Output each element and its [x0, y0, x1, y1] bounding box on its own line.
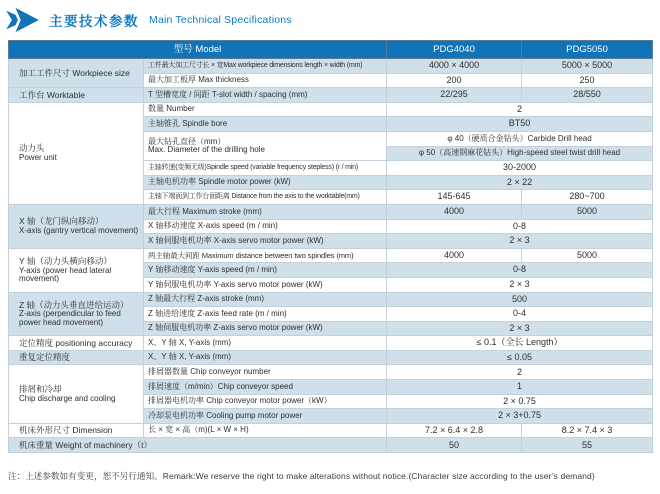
value-cell-spindle-distance-pdg5050: 5000 [522, 248, 653, 263]
value-cell-dim-pdg4040: 7.2 × 6.4 × 2.8 [387, 423, 522, 438]
value-cell-max-thickness-pdg5050: 250 [522, 73, 653, 88]
value-cell-z-feed: 0-4 [387, 307, 653, 322]
category-cell-power-unit [9, 102, 144, 204]
param-cell-axis-worktable-distance: 主轴下端面到工作台面距离 Distance from the axis to the worktable(mm) [144, 190, 387, 205]
param-cell-z-feed: Z 轴进给速度 Z-axis feed rate (m / min) [144, 307, 387, 322]
category-cell-z-axis [9, 292, 144, 336]
value-cell-number: 2 [387, 102, 653, 117]
param-cell-spindle-distance: 两主轴最大间距 Maximum distance between two spindles (mm) [144, 248, 387, 263]
category-z-axis-zh: Z 轴（动力头垂直进给运动） [19, 299, 129, 310]
value-cell-max-thickness-pdg4040: 200 [387, 73, 522, 88]
category-cell-x-axis [9, 204, 144, 248]
value-cell-weight-pdg5050: 55 [522, 438, 653, 453]
param-cell-z-stroke: Z 轴最大行程 Z-axis stroke (mm) [144, 292, 387, 307]
param-cell-dim-lwh: 长 × 宽 × 高（m)(L × W × H) [144, 423, 387, 438]
table-row [9, 204, 653, 219]
value-cell-chip-number: 2 [387, 365, 653, 380]
param-cell-repeat-xy: X、Y 轴 X, Y-axis (mm) [144, 350, 387, 365]
page-title-en: Main Technical Specifications [149, 14, 292, 26]
value-cell-axis-distance-pdg5050: 280~700 [522, 190, 653, 205]
table-row [9, 365, 653, 380]
section-arrow-icon [5, 7, 41, 33]
table-row [9, 438, 653, 453]
value-cell-t-slot-pdg5050: 28/550 [522, 88, 653, 103]
param-cell-y-speed: Y 轴移动速度 Y-axis speed (m / min) [144, 263, 387, 278]
value-cell-positioning-xy: ≤ 0.1（全长 Length） [387, 336, 653, 351]
category-chip-cooling-zh: 排屑和冷却 [19, 384, 62, 394]
page-header [0, 0, 660, 40]
param-drill-diameter-zh: 最大钻孔直径（mm） [148, 136, 226, 146]
category-cell-workpiece-size: 加工工件尺寸 Workpiece size [9, 59, 144, 88]
footnote-text: 注：上述参数如有变更，恕不另行通知。Remark:We reserve the right to make alterations without notice.(Character size according to the user’s demand) [8, 471, 595, 482]
table-row [9, 292, 653, 307]
value-cell-dim-pdg5050: 8.2 × 7.4 × 3 [522, 423, 653, 438]
value-cell-axis-distance-pdg4040: 145-645 [387, 190, 522, 205]
category-x-axis-en: X-axis (gantry vertical movement) [19, 226, 139, 236]
value-cell-cooling-pump: 2 × 3+0.75 [387, 409, 653, 424]
model-col-pdg5050: PDG5050 [522, 41, 653, 59]
value-cell-y-speed: 0-8 [387, 263, 653, 278]
value-cell-t-slot-pdg4040: 22/295 [387, 88, 522, 103]
value-cell-y-servo: 2 × 3 [387, 277, 653, 292]
category-z-axis-en: Z-axis (perpendicular to feed power head movement) [19, 309, 121, 327]
param-cell-spindle-speed: 主轴转速(变频无级)Spindle speed (variable frequency stepless) (r / min) [144, 161, 387, 176]
table-row [9, 423, 653, 438]
category-cell-positioning-accuracy: 定位精度 positioning accuracy [9, 336, 144, 351]
value-cell-weight-pdg4040: 50 [387, 438, 522, 453]
value-cell-chip-motor: 2 × 0.75 [387, 394, 653, 409]
spec-table [8, 40, 653, 453]
category-y-axis-zh: Y 轴（动力头横向移动） [19, 255, 112, 266]
table-row [9, 88, 653, 103]
value-cell-x-stroke-pdg5050: 5000 [522, 204, 653, 219]
table-header-row [9, 41, 653, 59]
param-cell-x-speed: X 轴移动速度 X-axis speed (m / min) [144, 219, 387, 234]
category-cell-chip-cooling [9, 365, 144, 423]
category-cell-worktable: 工作台 Worktable [9, 88, 144, 103]
param-cell-z-servo: Z 轴伺服电机功率 Z-axis servo motor power (kW) [144, 321, 387, 336]
category-cell-y-axis [9, 248, 144, 292]
value-cell-max-workpiece-pdg4040: 4000 × 4000 [387, 59, 522, 74]
param-cell-spindle-motor: 主轴电机功率 Spindle motor power (kW) [144, 175, 387, 190]
table-row [9, 336, 653, 351]
value-cell-drill-hss: φ 50（高速钢麻花钻头）High-speed steel twist drill head [387, 146, 653, 161]
param-cell-chip-motor: 排屑器电机功率 Chip conveyor motor power（kW） [144, 394, 387, 409]
param-cell-t-slot: T 型槽宽度 / 间距 T-slot width / spacing (mm) [144, 88, 387, 103]
model-header-cell: 型号 Model [9, 41, 387, 59]
value-cell-spindle-speed: 30-2000 [387, 161, 653, 176]
value-cell-spindle-motor: 2 × 22 [387, 175, 653, 190]
category-power-unit-en: Power unit [19, 153, 57, 163]
value-cell-chip-speed: 1 [387, 380, 653, 395]
value-cell-drill-carbide: φ 40（硬质合金钻头）Carbide Drill head [387, 131, 653, 146]
category-power-unit-zh: 动力头 [19, 143, 45, 154]
param-cell-chip-speed: 排屑速度（m/min）Chip conveyor speed [144, 380, 387, 395]
category-cell-dimension: 机床外形尺寸 Dimension [9, 423, 144, 438]
table-row [9, 350, 653, 365]
table-row [9, 59, 653, 74]
table-row [9, 102, 653, 117]
value-cell-max-workpiece-pdg5050: 5000 × 5000 [522, 59, 653, 74]
value-cell-z-servo: 2 × 3 [387, 321, 653, 336]
param-cell-y-servo: Y 轴伺服电机功率 Y-axis servo motor power (kW) [144, 277, 387, 292]
value-cell-z-stroke: 500 [387, 292, 653, 307]
param-cell-positioning-xy: X、Y 轴 X, Y-axis (mm) [144, 336, 387, 351]
table-row [9, 248, 653, 263]
param-cell-max-workpiece: 工件最大加工尺寸长 × 宽Max workpiece dimensions length × width (mm) [144, 59, 387, 74]
value-cell-x-servo: 2 × 3 [387, 234, 653, 249]
param-cell-chip-number: 排屑器数量 Chip conveyor number [144, 365, 387, 380]
category-chip-cooling-en: Chip discharge and cooling [19, 393, 116, 403]
category-cell-weight: 机床重量 Weight of machinery（t） [9, 438, 387, 453]
value-cell-repeat-xy: ≤ 0.05 [387, 350, 653, 365]
category-y-axis-en: Y-axis (power head lateral movement) [19, 265, 112, 284]
param-cell-x-stroke: 最大行程 Maximum stroke (mm) [144, 204, 387, 219]
param-cell-cooling-pump: 冷却泵电机功率 Cooling pump motor power [144, 409, 387, 424]
category-cell-repeat-positioning: 重复定位精度 [9, 350, 144, 365]
model-col-pdg4040: PDG4040 [387, 41, 522, 59]
param-cell-x-servo: X 轴伺服电机功率 X-axis servo motor power (kW) [144, 234, 387, 249]
param-cell-drill-diameter [144, 131, 387, 160]
value-cell-x-stroke-pdg4040: 4000 [387, 204, 522, 219]
page-title-zh: 主要技术参数 [49, 14, 139, 29]
param-drill-diameter-en: Max. Diameter of the drilling hole [148, 145, 265, 155]
param-cell-max-thickness: 最大加工板厚 Max thickness [144, 73, 387, 88]
value-cell-spindle-bore: BT50 [387, 117, 653, 132]
param-cell-spindle-bore: 主轴锥孔 Spindle bore [144, 117, 387, 132]
param-cell-number: 数量 Number [144, 102, 387, 117]
value-cell-x-speed: 0-8 [387, 219, 653, 234]
category-x-axis-zh: X 轴（龙门纵向移动） [19, 216, 104, 227]
value-cell-spindle-distance-pdg4040: 4000 [387, 248, 522, 263]
